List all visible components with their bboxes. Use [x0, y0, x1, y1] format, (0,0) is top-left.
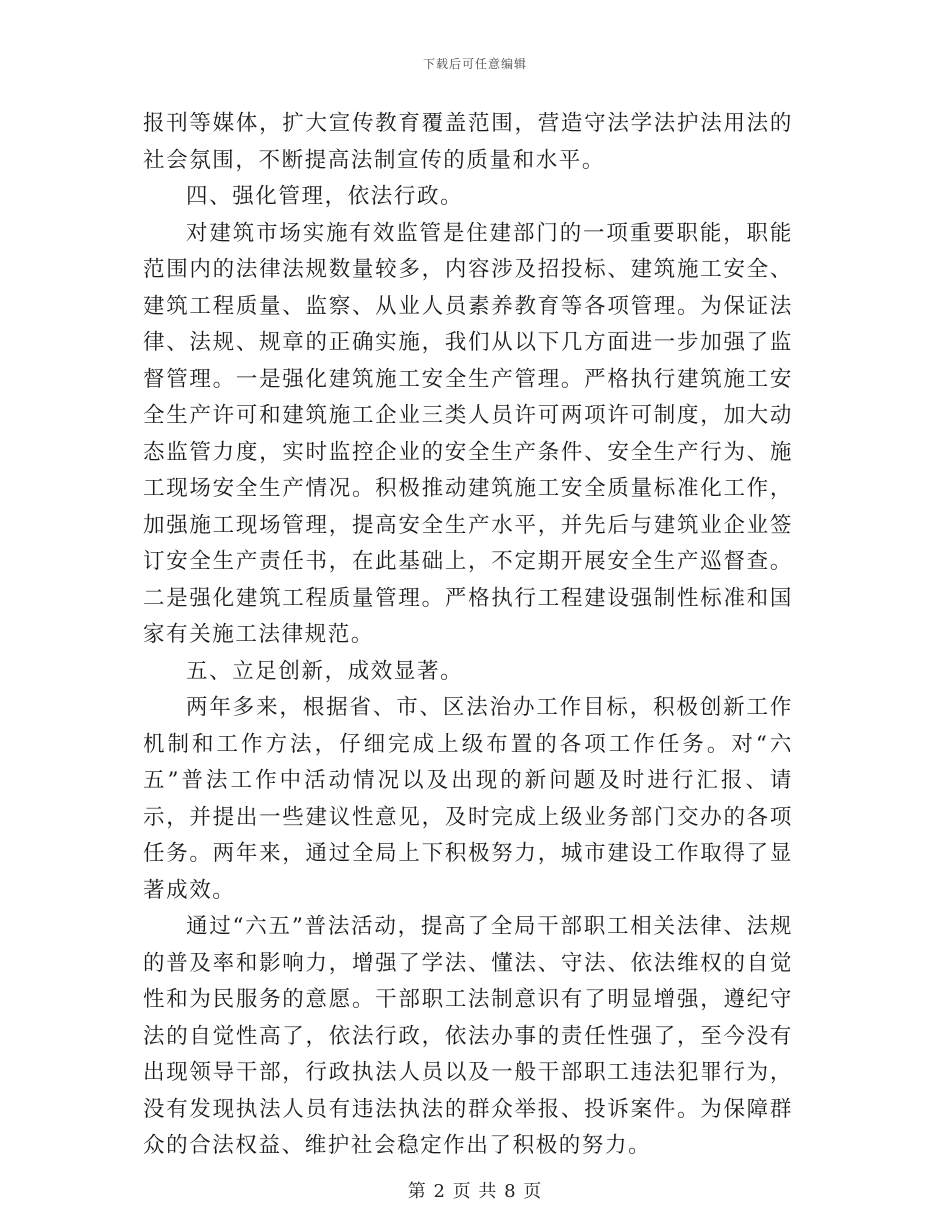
paragraph-regulation: 对建筑市场实施有效监管是住建部门的一项重要职能，职能范围内的法律法规数量较多，内容涉及招投标、建筑施工安全、建筑工程质量、监察、从业人员素养教育等各项管理。为保证法律、法规、规章的正确实施，我们从以下几方面进一步加强了监督管理。一是强化建筑施工安全生产管理。严格执行建筑施工安全生产许可和建筑施工企业三类人员许可两项许可制度，加大动态监管力度，实时监控企业的安全生产条件、安全生产行为、施工现场安全生产情况。积极推动建筑施工安全质量标准化工作，加强施工现场管理，提高安全生产水平，并先后与建筑业企业签订安全生产责任书，在此基础上，不定期开展安全生产巡督查。二是强化建筑工程质量管理。严格执行工程建设强制性标准和国家有关施工法律规范。 — [143, 220, 793, 647]
paragraph-innovation: 两年多来，根据省、市、区法治办工作目标，积极创新工作机制和工作方法，仔细完成上级布置的各项工作任务。对“六五”普法工作中活动情况以及出现的新问题及时进行汇报、请示，并提出一些建议性意见，及时完成上级业务部门交办的各项任务。两年来，通过全局上下积极努力，城市建设工作取得了显著成效。 — [143, 695, 793, 903]
paragraph-results: 通过“六五”普法活动，提高了全局干部职工相关法律、法规的普及率和影响力，增强了学法、懂法、守法、依法维权的自觉性和为民服务的意愿。干部职工法制意识有了明显增强，遵纪守法的自觉性高了，依法行政，依法办事的责任性强了，至今没有出现领导干部，行政执法人员以及一般干部职工违法犯罪行为，没有发现执法人员有违法执法的群众举报、投诉案件。为保障群众的合法权益、维护社会稳定作出了积极的努力。 — [143, 914, 793, 1158]
header-note: 下载后可任意编辑 — [422, 57, 527, 71]
paragraph-continuation: 报刊等媒体，扩大宣传教育覆盖范围，营造守法学法护法用法的社会氛围，不断提高法制宣传的质量和水平。 — [143, 111, 793, 173]
section-heading-4: 四、强化管理，依法行政。 — [186, 184, 464, 209]
page-number: 第 2 页 共 8 页 — [407, 1181, 543, 1202]
document-body — [143, 106, 793, 1165]
section-heading-5: 五、立足创新，成效显著。 — [186, 658, 464, 684]
